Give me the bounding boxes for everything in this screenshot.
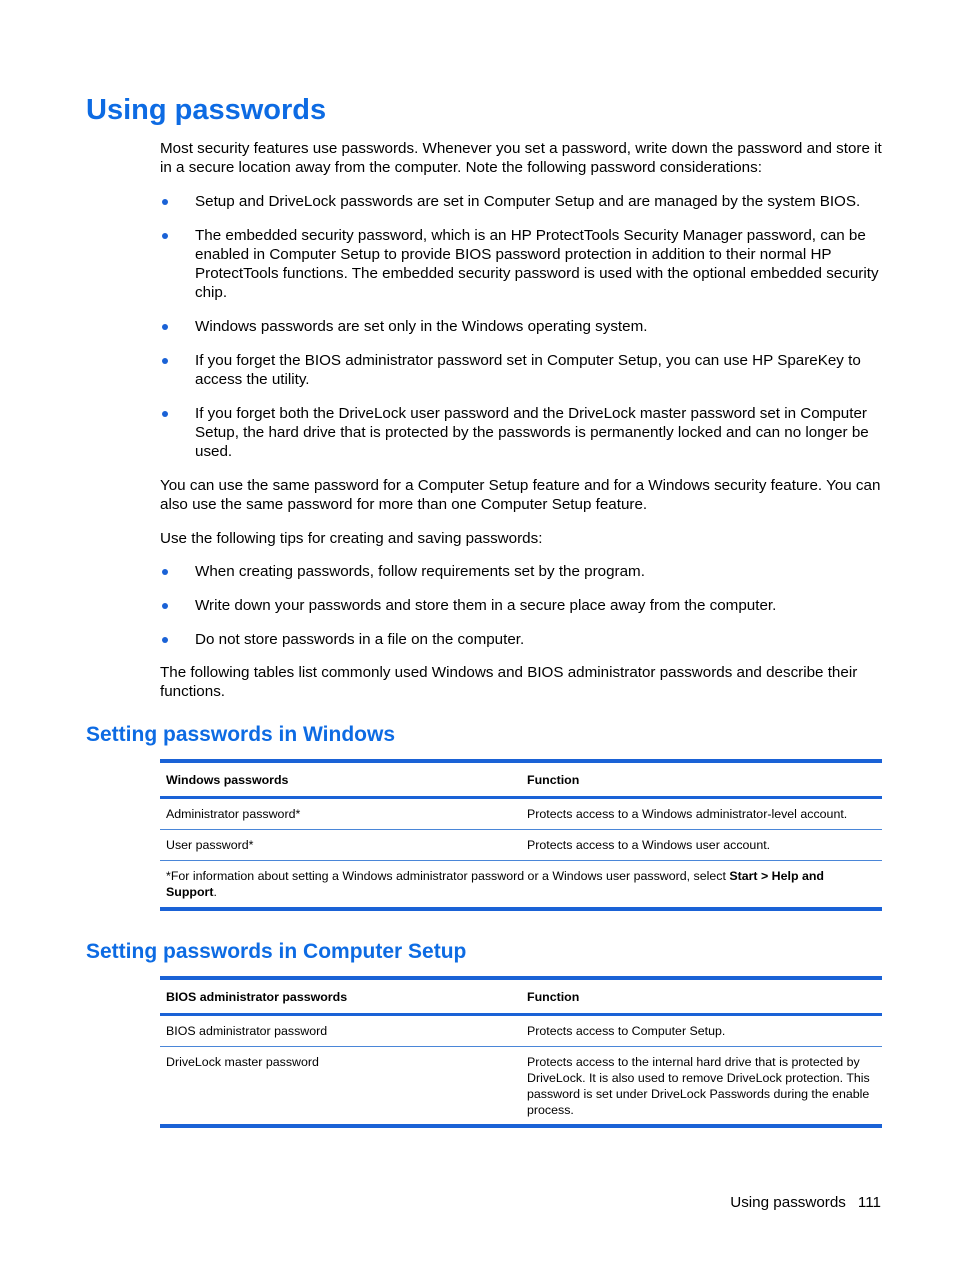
windows-passwords-table [160, 759, 882, 911]
list-item-text: Windows passwords are set only in the Windows operating system. [195, 318, 648, 335]
list-item [160, 404, 882, 461]
list-item [160, 562, 882, 581]
page-footer [730, 1193, 881, 1212]
footnote-text: *For information about setting a Windows administrator password or a Windows user password, select [166, 869, 730, 883]
footnote-end: . [213, 885, 217, 899]
bullet-icon [162, 324, 168, 330]
column-header: BIOS administrator passwords [166, 990, 348, 1004]
table-row [160, 1015, 882, 1047]
table-footnote-row [160, 861, 882, 910]
table-header-row [160, 761, 882, 798]
page-number: 111 [857, 1194, 881, 1211]
intro-paragraph: Most security features use passwords. Whenever you set a password, write down the password and store it in a secure location away from the computer. Note the following password considerations: [160, 140, 882, 176]
table-row [160, 1047, 882, 1127]
bullet-icon [162, 411, 168, 417]
bullet-icon [162, 358, 168, 364]
list-item [160, 226, 882, 302]
list-item-text: Write down your passwords and store them in a secure place away from the computer. [195, 597, 777, 614]
list-item-text: Do not store passwords in a file on the computer. [195, 631, 525, 648]
same-password-paragraph: You can use the same password for a Computer Setup feature and for a Windows security feature. You can also use the same password for more than one Computer Setup feature. [160, 477, 881, 513]
tables-intro-block [160, 663, 882, 701]
same-password-block [160, 476, 882, 514]
table-cell: Protects access to the internal hard drive that is protected by DriveLock. It is also used to remove DriveLock protection. This password is set under DriveLock Passwords during the enable process. [527, 1055, 870, 1117]
list-item-text: Setup and DriveLock passwords are set in Computer Setup and are managed by the system BIOS. [195, 193, 861, 210]
column-header: Function [527, 990, 580, 1004]
tables-intro-paragraph: The following tables list commonly used Windows and BIOS administrator passwords and describe their functions. [160, 664, 858, 700]
table-header-row [160, 978, 882, 1015]
bullet-icon [162, 569, 168, 575]
bullet-icon [162, 603, 168, 609]
table-cell: Protects access to a Windows administrator-level account. [527, 807, 848, 821]
bullet-icon [162, 637, 168, 643]
column-header: Function [527, 773, 580, 787]
list-item [160, 317, 882, 336]
list-item-text: If you forget the BIOS administrator password set in Computer Setup, you can use HP SpareKey to access the utility. [195, 352, 861, 388]
list-item [160, 630, 882, 649]
table-cell: Protects access to Computer Setup. [527, 1024, 726, 1038]
table-footnote [160, 861, 882, 910]
footer-label: Using passwords [730, 1194, 846, 1211]
table-cell: Protects access to a Windows user account. [527, 838, 771, 852]
tips-intro-paragraph: Use the following tips for creating and saving passwords: [160, 530, 543, 547]
list-item-text: When creating passwords, follow requirements set by the program. [195, 563, 645, 580]
table-cell: User password* [166, 838, 254, 852]
page-title: Using passwords [86, 94, 327, 126]
bullet-icon [162, 233, 168, 239]
setup-section-heading: Setting passwords in Computer Setup [86, 940, 467, 963]
table-cell: Administrator password* [166, 807, 301, 821]
windows-section-heading: Setting passwords in Windows [86, 723, 396, 746]
list-item [160, 351, 882, 389]
table-cell: BIOS administrator password [166, 1024, 328, 1038]
table-row [160, 830, 882, 861]
tips-intro-block [160, 529, 882, 548]
list-item-text: The embedded security password, which is an HP ProtectTools Security Manager password, can be enabled in Computer Setup to provide BIOS password protection in addition to their normal HP ProtectTools functions. The embedded security password is used with the optional embedded security chip. [195, 227, 879, 301]
table-row [160, 798, 882, 830]
column-header: Windows passwords [166, 773, 289, 787]
list-item [160, 596, 882, 615]
bullet-icon [162, 199, 168, 205]
footnote-menu-path: Start > Help and Support [166, 869, 825, 899]
table-cell: DriveLock master password [166, 1055, 319, 1069]
bios-passwords-table [160, 976, 882, 1128]
intro-block [160, 139, 882, 177]
list-item [160, 192, 882, 211]
list-item-text: If you forget both the DriveLock user password and the DriveLock master password set in Computer Setup, the hard drive that is protected by the passwords is permanently locked and can no longer be used. [195, 405, 869, 460]
